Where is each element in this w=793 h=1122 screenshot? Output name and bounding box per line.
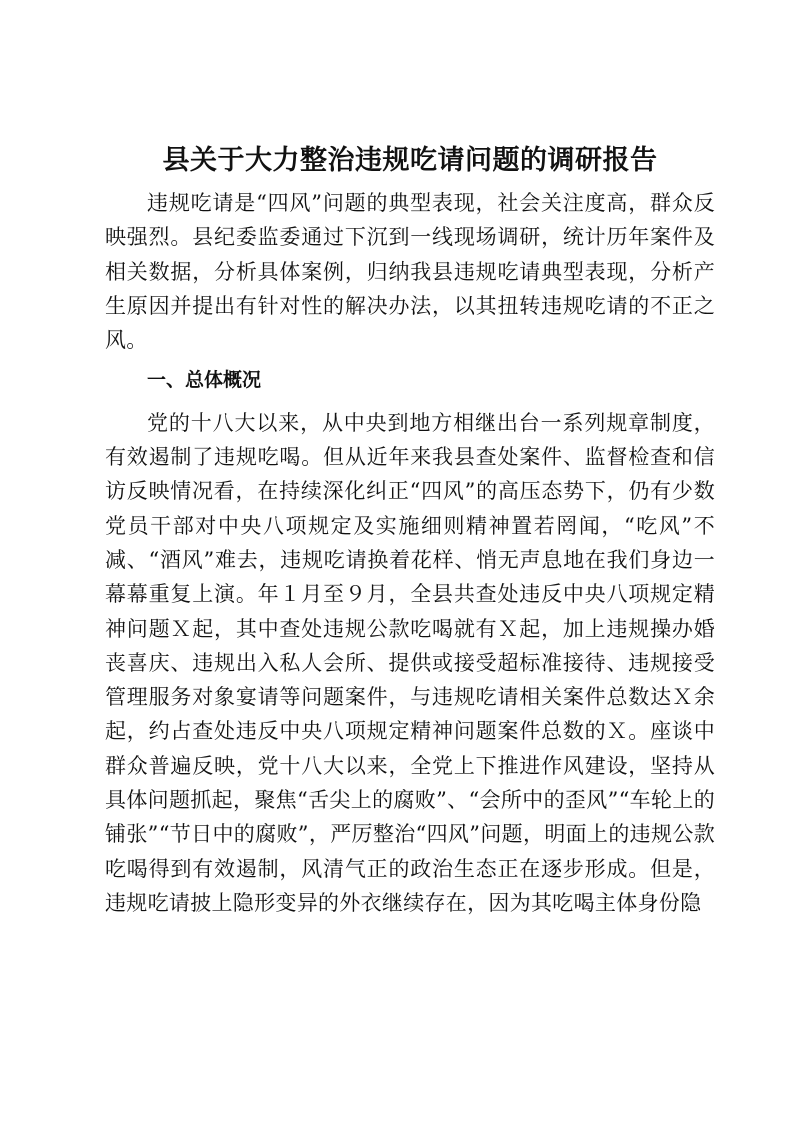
intro-paragraph: 违规吃请是“四风”问题的典型表现，社会关注度高，群众反映强烈。县纪委监委通过下沉到一线现场调研，统计历年案件及相关数据，分析具体案例，归纳我县违规吃请典型表现，分析产生原因并提出有针对性的解决办法，以其扭转违规吃请的不正之风。 — [105, 191, 715, 353]
overview-paragraph: 党的十八大以来，从中央到地方相继出台一系列规章制度，有效遏制了违规吃喝。但从近年来我县查处案件、监督检查和信访反映情况看，在持续深化纠正“四风”的高压态势下，仍有少数党员干部对中央八项规定及实施细则精神置若罔闻，“吃风”不减、“酒风”难去，违规吃请换着花样、悄无声息地在我们身边一幕幕重复上演。年１月至９月，全县共查处违反中央八项规定精神问题Ｘ起，其中查处违规公款吃喝就有Ｘ起，加上违规操办婚丧喜庆、违规出入私人会所、提供或接受超标准接待、违规接受管理服务对象宴请等问题案件，与违规吃请相关案件总数达Ｘ余起，约占查处违反中央八项规定精神问题案件总数的Ｘ。座谈中群众普遍反映，党十八大以来，全党上下推进作风建设，坚持从具体问题抓起，聚焦“舌尖上的腐败”、“会所中的歪风”“车轮上的铺张”“节日中的腐败”，严厉整治“四风”问题，明面上的违规公款吃喝得到有效遏制，风清气正的政治生态正在逐步形成。但是，违规吃请披上隐形变异的外衣继续存在，因为其吃喝主体身份隐 — [105, 410, 715, 915]
document-title: 县关于大力整治违规吃请问题的调研报告 — [162, 145, 658, 176]
section-heading-overview: 一、总体概况 — [147, 369, 262, 392]
document-body — [105, 142, 715, 920]
